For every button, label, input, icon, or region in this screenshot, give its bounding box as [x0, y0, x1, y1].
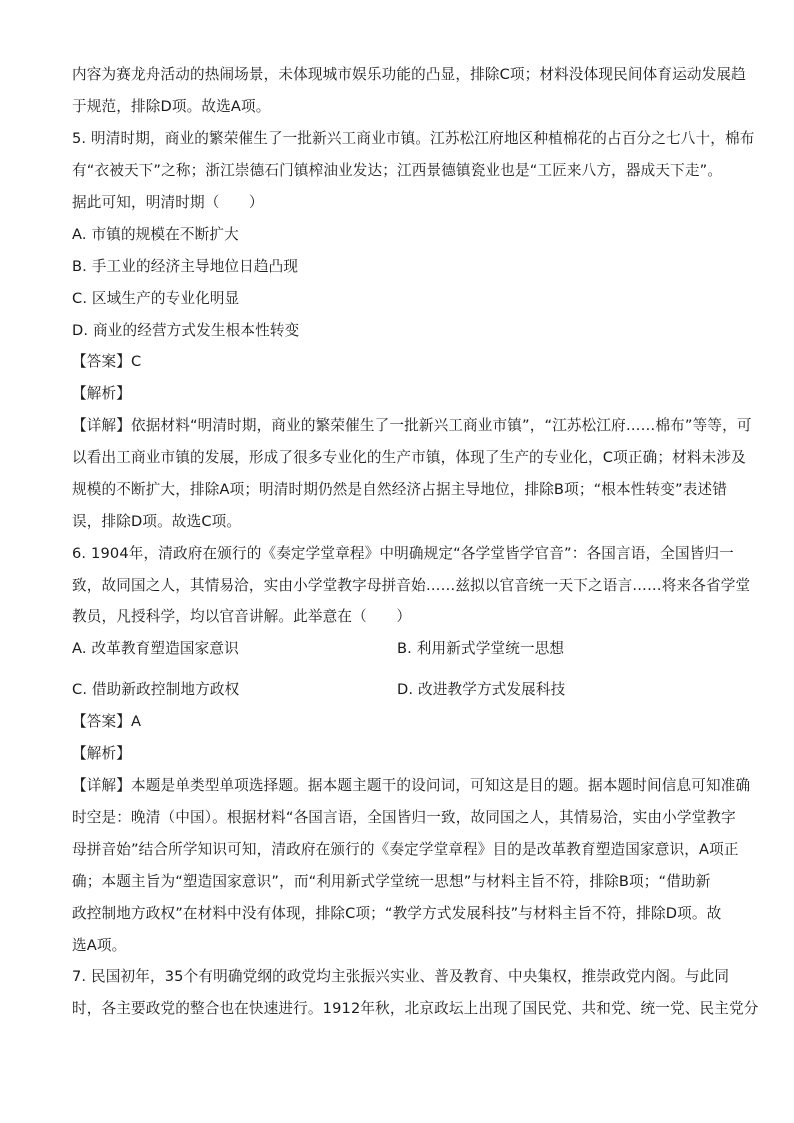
- answer-label: 【答案】C: [72, 353, 142, 370]
- explanation-line: 误，排除D项。故选C项。: [72, 513, 242, 530]
- explanation-line: 选A项。: [72, 937, 127, 954]
- explanation-line: 母拼音始”结合所学知识可知，清政府在颁行的《奏定学堂章程》目的是改革教育塑造国家意识，A项正: [72, 841, 739, 858]
- option-a: A. 改革教育塑造国家意识: [72, 640, 239, 657]
- text-line: 教员，凡授科学，均以官音讲解。此举意在（ ）: [72, 608, 412, 625]
- explanation-line: 时空是：晚清（中国）。根据材料“各国言语，全国皆归一致，故同国之人，其情易洽，实由小学堂教字: [72, 809, 736, 826]
- option-b: B. 利用新式学堂统一思想: [397, 640, 565, 657]
- text-line: 据此可知，明清时期（ ）: [72, 194, 264, 211]
- analysis-label: 【解析】: [72, 745, 131, 762]
- option-c: C. 借助新政控制地方政权: [72, 681, 240, 698]
- question-6-stem: 6. 1904年，清政府在颁行的《奏定学堂章程》中明确规定“各学堂皆学官音”：各国言语，全国皆归一: [72, 545, 734, 562]
- explanation-line: 【详解】依据材料“明清时期，商业的繁荣催生了一批新兴工商业市镇”，“江苏松江府……棉布”等等，可: [72, 417, 752, 434]
- explanation-line: 【详解】本题是单类型单项选择题。据本题主题干的设问词，可知这是目的题。据本题时间信息可知准确: [72, 777, 751, 794]
- option-b: B. 手工业的经济主导地位日趋凸现: [72, 258, 299, 275]
- text-line: 有“衣被天下”之称；浙江崇德石门镇榨油业发达；江西景德镇瓷业也是“工匠来八方，器成天下走”。: [72, 162, 723, 179]
- text-line: 时，各主要政党的整合也在快速进行。1912年秋，北京政坛上出现了国民党、共和党、统一党、民主党分: [72, 1000, 759, 1017]
- explanation-line: 规模的不断扩大，排除A项；明清时期仍然是自然经济占据主导地位，排除B项；“根本性转变”表述错: [72, 481, 727, 498]
- text-line: 内容为赛龙舟活动的热闹场景，未体现城市娱乐功能的凸显，排除C项；材料没体现民间体育运动发展趋: [72, 66, 746, 83]
- option-c: C. 区域生产的专业化明显: [72, 290, 240, 307]
- option-a: A. 市镇的规模在不断扩大: [72, 226, 239, 243]
- analysis-label: 【解析】: [72, 385, 131, 402]
- explanation-line: 政控制地方政权”在材料中没有体现，排除C项；“教学方式发展科技”与材料主旨不符，排除D项。故: [72, 905, 722, 922]
- text-line: 于规范，排除D项。故选A项。: [72, 98, 271, 115]
- explanation-line: 确；本题主旨为“塑造国家意识”，而“利用新式学堂统一思想”与材料主旨不符，排除B项；“借助新: [72, 873, 711, 890]
- text-line: 致，故同国之人，其情易洽，实由小学堂教字母拼音始……兹拟以官音统一天下之语言……将来各省学堂: [72, 577, 751, 594]
- answer-label: 【答案】A: [72, 713, 142, 730]
- explanation-line: 以看出工商业市镇的发展，形成了很多专业化的生产市镇，体现了生产的专业化，C项正确；材料未涉及: [72, 449, 746, 466]
- option-d: D. 商业的经营方式发生根本性转变: [72, 322, 300, 339]
- question-5-stem: 5. 明清时期，商业的繁荣催生了一批新兴工商业市镇。江苏松江府地区种植棉花的占百分之七八十，棉布: [72, 130, 755, 147]
- option-d: D. 改进教学方式发展科技: [397, 681, 566, 698]
- question-7-stem: 7. 民国初年，35个有明确党纲的政党均主张振兴实业、普及教育、中央集权，推崇政党内阁。与此同: [72, 968, 730, 985]
